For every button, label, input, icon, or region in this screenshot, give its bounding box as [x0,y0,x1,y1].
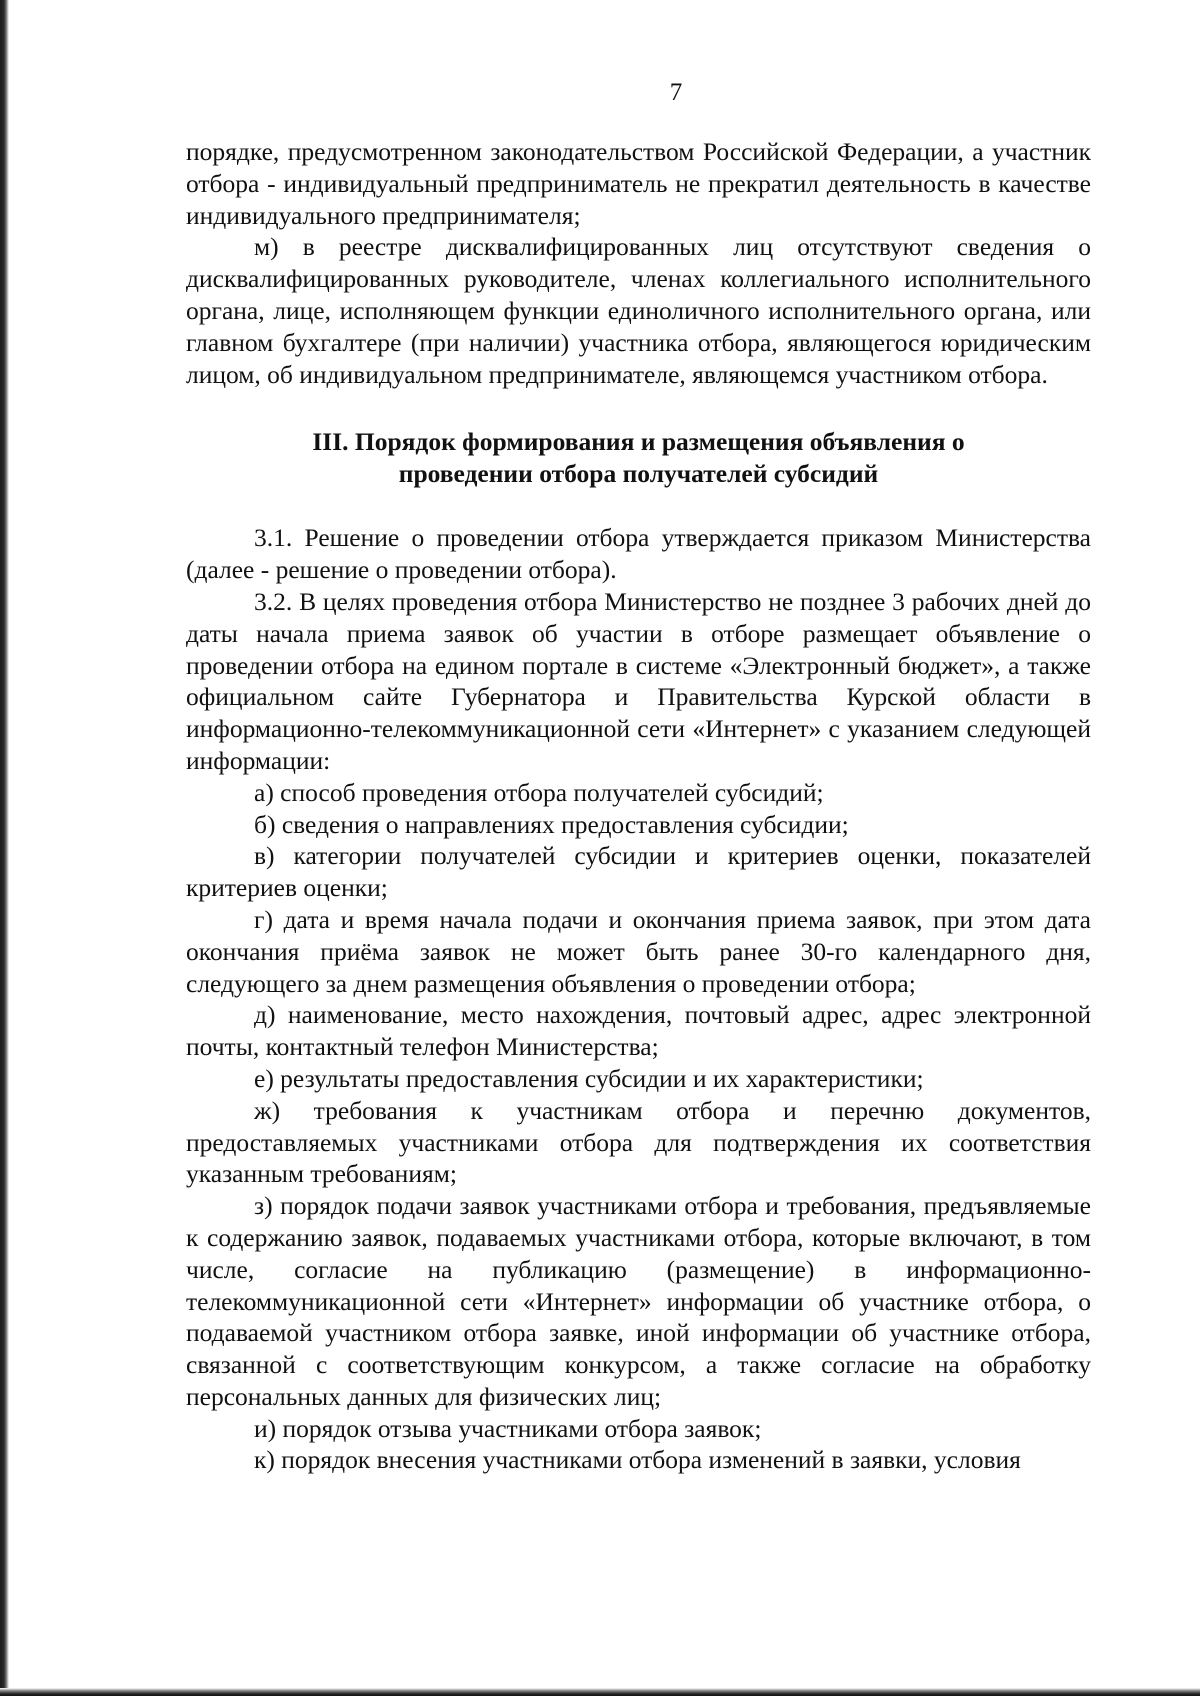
section-heading [186,426,1091,490]
paragraph-item-m: м) в реестре дисквалифицированных лиц отсутствуют сведения о дисквалифицированных руководителе, членах коллегиального исполнительного органа, лице, исполняющем функции единоличного исполнительного органа, или главном бухгалтере (при наличии) участника отбора, являющегося юридическим лицом, об индивидуальном предпринимателе, являющемся участником отбора. [186,232,1091,389]
scan-edge-left [0,0,9,1696]
list-item-e: е) результаты предоставления субсидии и их характеристики; [254,1063,924,1093]
scan-edge-bottom [0,1688,1200,1696]
list-item-a: а) способ проведения отбора получателей субсидий; [254,777,824,807]
section-heading-line-1: III. Порядок формирования и размещения объявления о [312,427,965,457]
list-item-v: в) категории получателей субсидии и критериев оценки, показателей критериев оценки; [186,841,1091,903]
document-body [186,136,1091,1476]
paragraphs-before [186,136,1091,390]
paragraphs-after [186,522,1091,1476]
paragraph-3-1: 3.1. Решение о проведении отбора утверждается приказом Министерства (далее - решение о проведении отбора). [186,523,1091,585]
page-number: 7 [669,79,683,106]
paragraph-continuation: порядке, предусмотренном законодательством Российской Федерации, а участник отбора - индивидуальный предприниматель не прекратил деятельность в качестве индивидуального предпринимателя; [186,137,1091,230]
list-item-g: г) дата и время начала подачи и окончания приема заявок, при этом дата окончания приёма заявок не может быть ранее 30-го календарного дня, следующего за днем размещения объявления о проведении отбора; [186,904,1091,998]
section-heading-line-2: проведении отбора получателей субсидий [398,459,879,489]
list-item-i: и) порядок отзыва участниками отбора заявок; [254,1413,762,1443]
paragraph-3-2: 3.2. В целях проведения отбора Министерство не позднее 3 рабочих дней до даты начала приема заявок об участии в отборе размещает объявление о проведении отбора на едином портале в системе «Электронный бюджет», а также официальном сайте Губернатора и Правительства Курской области в информационно-телекоммуникационной сети «Интернет» с указанием следующей информации: [186,586,1091,775]
list-item-d: д) наименование, место нахождения, почтовый адрес, адрес электронной почты, контактный телефон Министерства; [186,1000,1091,1062]
list-item-k: к) порядок внесения участниками отбора изменений в заявки, условия [254,1445,1021,1475]
list-item-b: б) сведения о направлениях предоставления субсидии; [254,809,849,839]
list-item-zh: ж) требования к участникам отбора и перечню документов, предоставляемых участниками отбора для подтверждения их соответствия указанным требованиям; [186,1095,1091,1189]
list-item-z: з) порядок подачи заявок участниками отбора и требования, предъявляемые к содержанию заявок, подаваемых участниками отбора, которые включают, в том числе, согласие на публикацию (размещение) в информационно-телекоммуникационной сети «Интернет» информации об участнике отбора, о подаваемой участником отбора заявке, иной информации об участнике отбора, связанной с соответствующим конкурсом, а также согласие на обработку персональных данных для физических лиц; [186,1191,1091,1411]
